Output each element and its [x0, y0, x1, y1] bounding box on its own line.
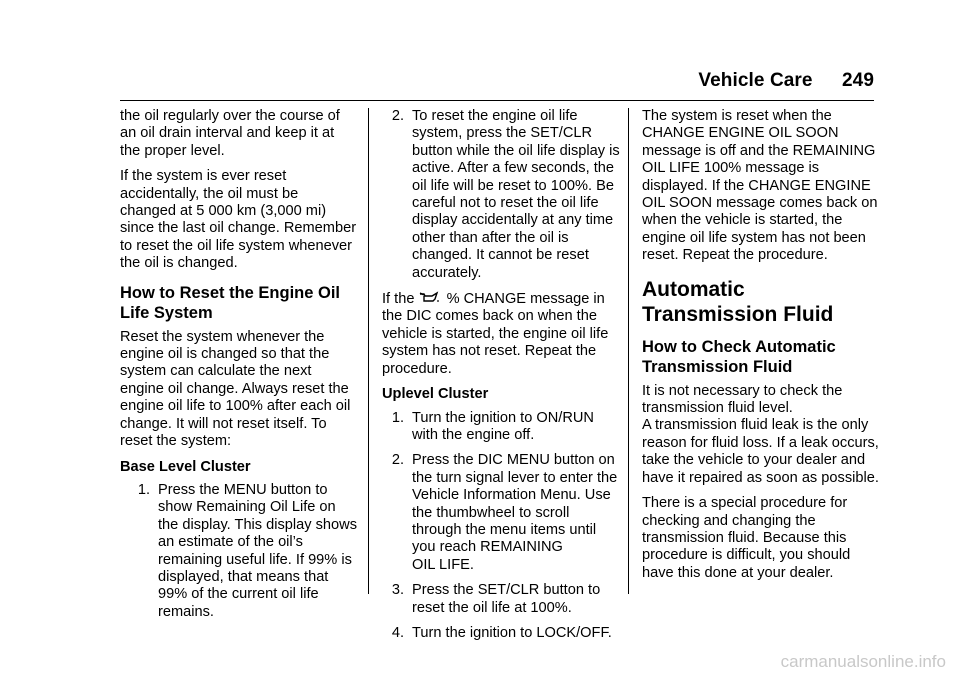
heading-automatic-transmission-fluid: Automatic Transmission Fluid — [642, 277, 834, 326]
paragraph-oil-interval: the oil regularly over the course of an oil drain interval and keep it at the proper level. — [120, 108, 340, 159]
if-text-end: % CHANGE message in the DIC comes back on when the vehicle is started, the engine oil life system has not reset. Repeat the procedure. — [382, 291, 609, 377]
label-uplevel-cluster: Uplevel Cluster — [382, 386, 489, 403]
list-item — [120, 482, 358, 621]
watermark: carmanualsonline.info — [780, 652, 946, 671]
list-number: 2. — [391, 108, 404, 124]
list-text: Turn the ignition to LOCK/OFF. — [412, 624, 612, 641]
list-number: 1. — [137, 481, 150, 498]
list-text: Press the SET/CLR button to reset the oil life at 100%. — [412, 582, 601, 616]
list-text-continued: OIL LIFE. — [412, 556, 474, 573]
list-item — [382, 452, 620, 574]
paragraph-reset-system: Reset the system whenever the engine oil is changed so that the system can calculate the next engine oil change. Always reset the engine oil life to 100% after each oil change. It will not reset itself. To reset the system: — [120, 328, 351, 450]
column-divider-1 — [368, 108, 369, 594]
paragraph-not-necessary: It is not necessary to check the transmission fluid level. — [642, 382, 843, 417]
paragraph-fluid-leak: A transmission fluid leak is the only reason for fluid loss. If a leak occurs, take the vehicle to your dealer and have it repaired as soon as possible. — [642, 417, 879, 486]
heading-check-transmission-fluid: How to Check Automatic Transmission Fluid — [642, 337, 836, 376]
page-header — [698, 70, 874, 92]
list-number: 1. — [391, 409, 404, 426]
column-3 — [642, 108, 880, 590]
label-base-level-cluster: Base Level Cluster — [120, 458, 251, 475]
column-divider-2 — [628, 108, 629, 594]
page-number: 249 — [841, 70, 874, 91]
header-rule — [120, 100, 874, 101]
section-title: Vehicle Care — [698, 70, 813, 91]
oil-can-icon — [419, 290, 439, 304]
list-item — [382, 108, 620, 282]
if-text-start: If the — [382, 291, 415, 308]
list-text: Turn the ignition to ON/RUN with the engine off. — [412, 409, 594, 443]
paragraph-special-procedure: There is a special procedure for checking and changing the transmission fluid. Because this procedure is difficult, you should have this done at your dealer. — [642, 495, 851, 581]
paragraph-system-reset: The system is reset when the CHANGE ENGINE OIL SOON message is off and the REMAINING OIL LIFE 100% message is displayed. If the CHANGE ENGINE OIL SOON message comes back on when the vehicle is started, the engine oil life system has not been reset. Repeat the procedure. — [642, 108, 878, 264]
paragraph-reset-accidentally: If the system is ever reset accidentally, the oil must be changed at 5 000 km (3,000 mi) since the last oil change. Remember to reset the oil life system whenever the oil is changed. — [120, 168, 357, 272]
column-2 — [382, 108, 620, 650]
list-text: To reset the engine oil life system, press the SET/CLR button while the oil life display is active. After a few seconds, the oil life will be reset to 100%. Be careful not to reset the oil life display accidentally at any time other than after the oil is changed. It cannot be reset accurately. — [412, 108, 620, 281]
list-text: Press the MENU button to show Remaining Oil Life on the display. This display shows an estimate of the oil’s remaining useful life. If 99% is displayed, that means that 99% of the current oil life remains. — [158, 481, 358, 620]
list-number: 2. — [391, 452, 404, 469]
column-1 — [120, 108, 358, 629]
list-item — [382, 410, 620, 445]
heading-reset-oil-life: How to Reset the Engine Oil Life System — [120, 283, 341, 322]
list-item — [382, 625, 620, 642]
list-text: Press the DIC MENU button on the turn signal lever to enter the Vehicle Information Menu. Use the thumbwheel to scroll through the menu items until you reach REMAINING — [412, 452, 618, 556]
list-number: 4. — [391, 624, 404, 641]
paragraph-if-change-message — [382, 290, 620, 378]
list-item — [382, 582, 620, 617]
list-number: 3. — [391, 582, 404, 599]
